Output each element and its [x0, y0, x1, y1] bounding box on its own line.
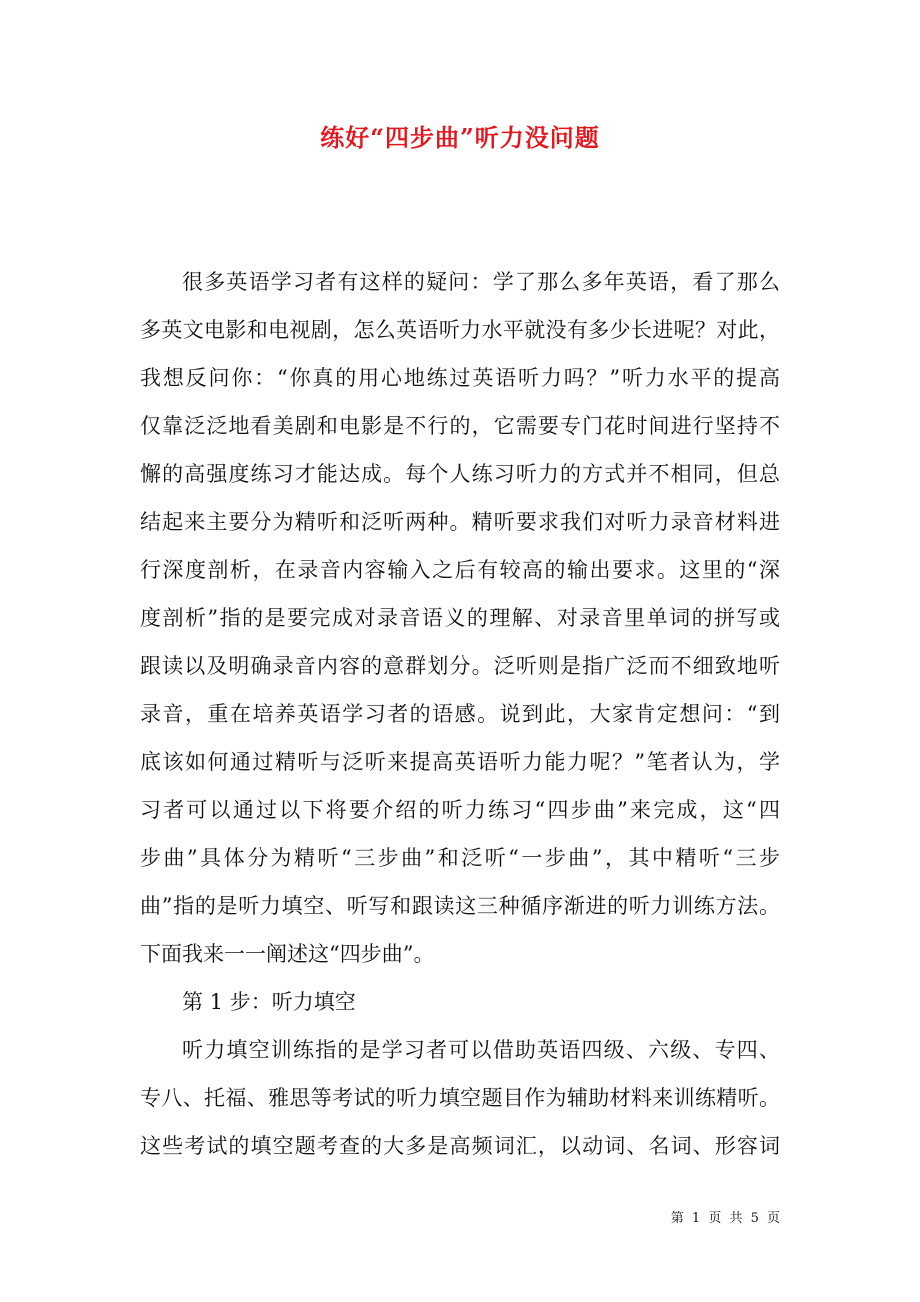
text-line: 曲”指的是听力填空、听写和跟读这三种循序渐进的听力训练方法。 — [140, 894, 780, 918]
text-line: 第 1 步：听力填空 — [182, 990, 356, 1014]
document-title: 练好“四步曲”听力没问题 — [320, 123, 600, 152]
text-line: 结起来主要分为精听和泛听两种。精听要求我们对听力录音材料进 — [140, 510, 780, 534]
text-line: 很多英语学习者有这样的疑问：学了那么多年英语，看了那么 — [182, 270, 780, 294]
text-line: 我想反问你：“你真的用心地练过英语听力吗？”听力水平的提高 — [140, 366, 780, 390]
text-line: 录音，重在培养英语学习者的语感。说到此，大家肯定想问：“到 — [140, 702, 780, 726]
text-line: 多英文电影和电视剧，怎么英语听力水平就没有多少长进呢？对此， — [140, 318, 780, 342]
text-line: 专八、托福、雅思等考试的听力填空题目作为辅助材料来训练精听。 — [140, 1086, 780, 1110]
text-line: 听力填空训练指的是学习者可以借助英语四级、六级、专四、 — [182, 1038, 780, 1062]
text-line: 懈的高强度练习才能达成。每个人练习听力的方式并不相同，但总 — [140, 462, 780, 486]
text-line: 步曲”具体分为精听“三步曲”和泛听“一步曲”，其中精听“三步 — [140, 846, 780, 870]
text-line: 习者可以通过以下将要介绍的听力练习“四步曲”来完成，这“四 — [140, 798, 780, 822]
text-line: 下面我来一一阐述这“四步曲”。 — [140, 942, 435, 966]
text-line: 度剖析”指的是要完成对录音语义的理解、对录音里单词的拼写或 — [140, 606, 780, 630]
text-line: 仅靠泛泛地看美剧和电影是不行的，它需要专门花时间进行坚持不 — [140, 414, 780, 438]
text-line: 底该如何通过精听与泛听来提高英语听力能力呢？”笔者认为，学 — [140, 750, 780, 774]
text-line: 行深度剖析，在录音内容输入之后有较高的输出要求。这里的“深 — [140, 558, 780, 582]
page-number: 第 1 页 共 5 页 — [670, 1211, 780, 1226]
text-line: 这些考试的填空题考查的大多是高频词汇，以动词、名词、形容词 — [140, 1134, 780, 1158]
document-body — [140, 258, 780, 1170]
text-line: 跟读以及明确录音内容的意群划分。泛听则是指广泛而不细致地听 — [140, 654, 780, 678]
